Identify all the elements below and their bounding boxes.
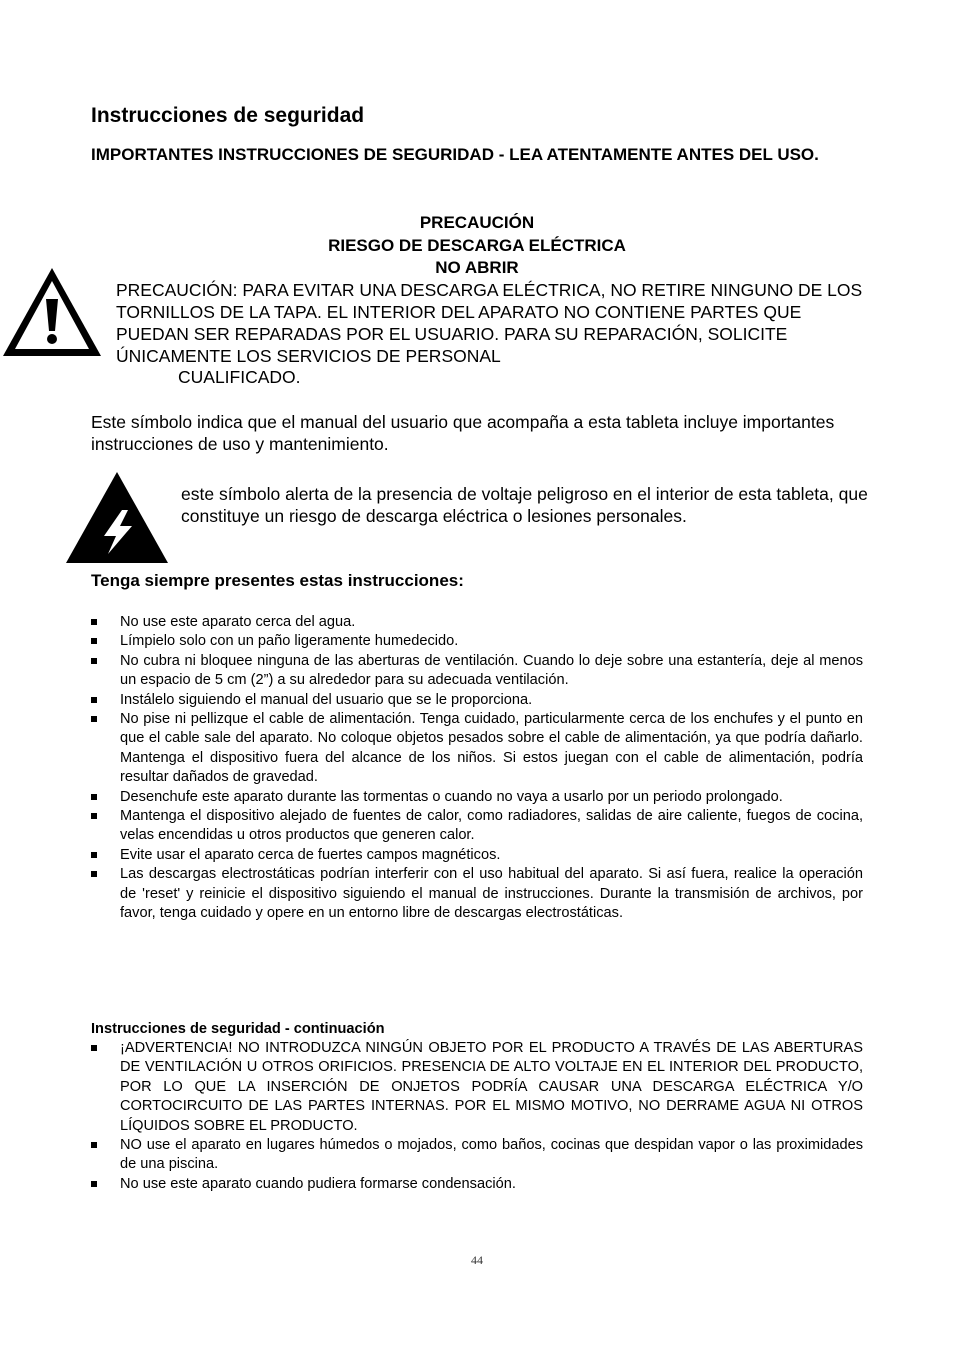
list-item: Desenchufe este aparato durante las tormentas o cuando no vaya a usarlo por un periodo prolongado. (91, 788, 863, 807)
list-item: Evite usar el aparato cerca de fuertes campos magnéticos. (91, 846, 863, 865)
bullet-icon (91, 871, 97, 877)
list-item: No cubra ni bloquee ninguna de las aberturas de ventilación. Cuando lo deje sobre una estantería, deje al menos un espacio de 5 cm (2”) a su alrededor para su adecuada ventilación. (91, 652, 863, 691)
list-item: Las descargas electrostáticas podrían interferir con el uso habitual del aparato. Si así fuera, realice la operación de 'reset' y reinicie el dispositivo siguiendo el manual de instrucciones. Durante la transmisión de archivos, por favor, tenga cuidado y opere en un entorno libre de descargas electrostáticas. (91, 865, 863, 923)
continuation-list (91, 1039, 863, 1194)
bullet-icon (91, 716, 97, 722)
instruction-list (91, 613, 863, 924)
list-item: No pise ni pellizque el cable de alimentación. Tenga cuidado, particularmente cerca de los enchufes y el punto en que el cable sale del aparato. No coloque objetos pesados sobre el cable de alimentación, ya que podría dañarlo. Mantenga el dispositivo fuera del alcance de los niños. Si estos juegan con el cable de alimentación, podría resultar dañados de gravedad. (91, 710, 863, 788)
list-item: Mantenga el dispositivo alejado de fuentes de calor, como radiadores, salidas de aire caliente, fuegos de cocina, velas encendidas u otros productos que generen calor. (91, 807, 863, 846)
list-item: Instálelo siguiendo el manual del usuario que se le proporciona. (91, 691, 863, 710)
caution-line-2: RIESGO DE DESCARGA ELÉCTRICA (328, 236, 626, 255)
bullet-icon (91, 852, 97, 858)
bullet-icon (91, 1045, 97, 1051)
list-item: No use este aparato cerca del agua. (91, 613, 863, 632)
continuation-title: Instrucciones de seguridad - continuación (91, 1021, 385, 1037)
list-item: Límpielo solo con un paño ligeramente humedecido. (91, 632, 863, 651)
page-title: Instrucciones de seguridad (91, 104, 365, 127)
exclamation-warning-icon (0, 265, 104, 359)
voltage-note: este símbolo alerta de la presencia de voltaje peligroso en el interior de esta tableta, que constituye un riesgo de descarga eléctrica o lesiones personales. (181, 484, 868, 526)
bullet-icon (91, 658, 97, 664)
symbol-note: Este símbolo indica que el manual del usuario que acompaña a esta tableta incluye importantes instrucciones de uso y mantenimiento. (91, 412, 835, 454)
caution-body-last: CUALIFICADO. (178, 367, 301, 387)
bullet-icon (91, 619, 97, 625)
lightning-bolt-icon (64, 470, 170, 565)
bullet-icon (91, 1181, 97, 1187)
page-number: 44 (471, 1253, 483, 1267)
bullet-icon (91, 638, 97, 644)
caution-line-1: PRECAUCIÓN (419, 213, 535, 232)
bullet-icon (91, 813, 97, 819)
caution-body: PRECAUCIÓN: PARA EVITAR UNA DESCARGA ELÉCTRICA, NO RETIRE NINGUNO DE LOS TORNILLOS DE LA TAPA. EL INTERIOR DEL APARATO NO CONTIENE PARTES QUE PUEDAN SER REPARADAS POR EL USUARIO. PARA SU REPARACIÓN, SOLICITE ÚNICAMENTE LOS SERVICIOS DE PERSONAL (116, 280, 863, 366)
bullet-icon (91, 794, 97, 800)
keep-instructions-title: Tenga siempre presentes estas instrucciones: (91, 571, 464, 590)
important-heading: IMPORTANTES INSTRUCCIONES DE SEGURIDAD - LEA ATENTAMENTE ANTES DEL USO. (91, 145, 819, 164)
caution-line-3: NO ABRIR (435, 258, 519, 277)
bullet-icon (91, 1142, 97, 1148)
bullet-icon (91, 697, 97, 703)
list-item: NO use el aparato en lugares húmedos o mojados, como baños, cocinas que despidan vapor o las proximidades de una piscina. (91, 1136, 863, 1175)
list-item: ¡ADVERTENCIA! NO INTRODUZCA NINGÚN OBJETO POR EL PRODUCTO A TRAVÉS DE LAS ABERTURAS DE VENTILACIÓN U OTROS ORIFICIOS. PRESENCIA DE ALTO VOLTAJE EN EL INTERIOR DEL PRODUCTO, POR LO QUE LA INSERCIÓN DE ONJETOS PODRÍA CAUSAR UNA DESCARGA ELÉCTRICA Y/O CORTOCIRCUITO DE LAS PARTES INTERNAS. POR EL MISMO MOTIVO, NO DERRAME AGUA NI OTROS LÍQUIDOS SOBRE EL PRODUCTO. (91, 1039, 863, 1136)
list-item: No use este aparato cuando pudiera formarse condensación. (91, 1175, 863, 1194)
